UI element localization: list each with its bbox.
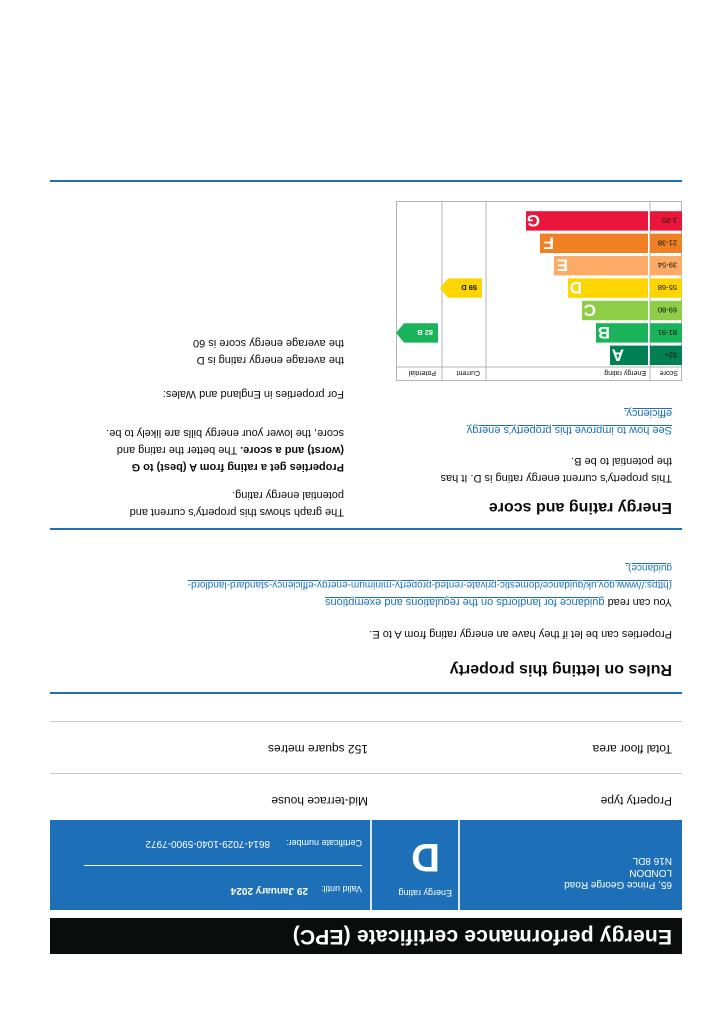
valid-until-label: Valid until:	[321, 884, 362, 894]
property-type-value: Mid-terrace house	[271, 794, 368, 808]
valid-until-date: 29 January 2024	[230, 885, 308, 896]
current-rating-label: 59 D	[461, 283, 477, 293]
rating-bold-line-2: (worst) and a score.	[240, 444, 344, 456]
chart-band-letter: C	[583, 300, 596, 320]
energy-rating-letter: D	[411, 835, 440, 879]
improve-efficiency-link[interactable]	[467, 404, 672, 438]
landlord-guidance-link[interactable]: guidance for landlords on the regulations and exemptions	[325, 596, 605, 608]
chart-band-letter: A	[611, 345, 624, 365]
average-rating-text	[193, 334, 344, 368]
potential-rating-label: 82 B	[417, 327, 433, 337]
chart-header-score: Score	[659, 369, 678, 376]
england-wales-text: For properties in England and Wales:	[162, 388, 344, 400]
letting-heading: Rules on letting this property	[449, 661, 672, 678]
letting-guidance-prefix: You can read	[604, 596, 672, 608]
rating-intro-line-1: This property’s current energy rating is D. It has	[440, 472, 672, 484]
letting-rule-text: Properties can be let if they have an energy rating from A to E.	[369, 628, 672, 640]
property-type-label: Property type	[600, 794, 672, 808]
chart-band-bar	[554, 256, 648, 275]
rating-score-text: score, the lower your energy bills are likely to be.	[106, 427, 344, 439]
graph-description	[130, 486, 344, 520]
energy-rating-chart	[396, 201, 682, 381]
address-line-1: 65, Prince George Road	[564, 879, 672, 890]
certificate-summary-box	[50, 820, 682, 910]
address-block	[564, 854, 672, 890]
chart-band-range: 1-20	[661, 215, 677, 225]
address-line-2: LONDON	[629, 867, 672, 878]
floor-area-label: Total floor area	[592, 742, 672, 756]
letting-guidance-text	[325, 593, 672, 610]
chart-header-rating: Energy rating	[604, 369, 646, 376]
chart-band-bar	[526, 211, 648, 230]
improve-link-line-1[interactable]: See how to improve this property’s energy	[466, 424, 672, 436]
chart-band-range: 21-38	[657, 238, 677, 248]
graph-desc-line-2: potential energy rating.	[232, 489, 344, 501]
floor-area-value: 152 square metres	[267, 742, 368, 756]
average-rating-line-2: the average energy score is 60	[192, 337, 344, 349]
chart-band-letter: G	[526, 210, 540, 230]
rating-after-bold: The better the rating and	[116, 444, 241, 456]
energy-rating-heading: Energy rating and score	[488, 499, 672, 516]
chart-band-range: 39-54	[657, 260, 677, 270]
rating-intro	[440, 452, 672, 486]
guidance-url-line-1[interactable]: (https://www.gov.uk/guidance/domestic-private-rented-property-minimum-energy-efficiency-standard-landlord-	[187, 579, 672, 590]
chart-band-letter: D	[569, 278, 582, 298]
chart-band-range: 55-68	[657, 283, 677, 293]
certificate-number: 8614-7029-1040-5900-7972	[145, 838, 270, 849]
rating-bold-line-1: Properties get a rating from A (best) to G	[131, 461, 344, 473]
chart-band-bar	[540, 234, 648, 253]
average-rating-line-1: the average energy rating is D	[196, 354, 344, 366]
energy-rating-label: Energy rating	[398, 888, 452, 898]
graph-desc-line-1: The graph shows this property’s current and	[129, 506, 344, 518]
chart-band-range: 81-91	[657, 327, 677, 337]
chart-band-letter: E	[556, 255, 568, 275]
rating-intro-line-2: the potential to be B.	[571, 455, 672, 467]
certificate-number-label: Certificate number:	[285, 838, 362, 848]
chart-band-letter: F	[543, 233, 554, 253]
page-title: Energy performance certificate (EPC)	[50, 918, 682, 954]
address-line-3: N16 8DL	[632, 855, 672, 866]
chart-header-potential: Potential	[408, 369, 436, 376]
chart-band-range: 92+	[664, 350, 677, 360]
guidance-url-line-2[interactable]: guidance).	[625, 562, 672, 573]
chart-header-current: Current	[456, 369, 480, 376]
chart-band-letter: B	[597, 322, 610, 342]
rating-explanation	[106, 424, 344, 475]
improve-link-line-2[interactable]: efficiency.	[624, 407, 672, 419]
chart-band-range: 69-80	[657, 305, 677, 315]
